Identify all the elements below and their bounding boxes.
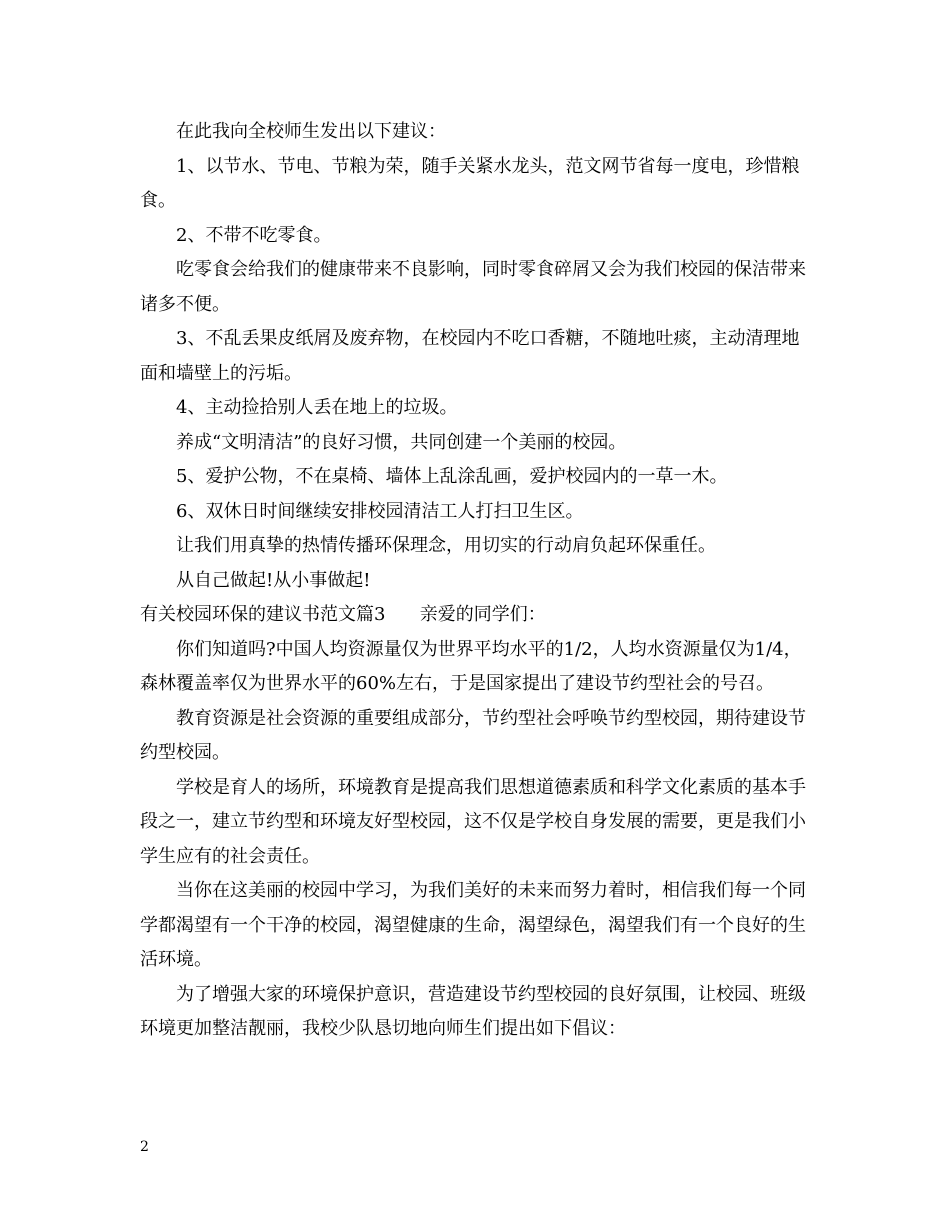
page-number: 2 [140,1139,149,1155]
paragraph-proposal: 为了增强大家的环境保护意识，营造建设节约型校园的良好氛围，让校园、班级环境更加整洁靓丽，我校少队恳切地向师生们提出如下倡议： [140,983,806,1039]
paragraph-clean-campus: 当你在这美丽的校园中学习，为我们美好的未来而努力着时，相信我们每一个同学都渴望有一个干净的校园，渴望健康的生命，渴望绿色，渴望我们有一个良好的生活环境。 [140,880,806,970]
paragraph-suggestion-4: 4、主动捡拾别人丢在地上的垃圾。 [176,397,458,418]
paragraph-resources: 你们知道吗?中国人均资源量仅为世界平均水平的1/2，人均水资源量仅为1/4，森林覆盖率仅为世界水平的60%左右，于是国家提出了建设节约型社会的号召。 [140,638,802,694]
paragraph-suggestion-1: 1、以节水、节电、节粮为荣，随手关紧水龙头，范文网节省每一度电，珍惜粮食。 [140,155,800,211]
paragraph-suggestion-3: 3、不乱丢果皮纸屑及废弃物，在校园内不吃口香糖，不随地吐痰，主动清理地面和墙壁上的污垢。 [140,328,800,384]
paragraph-suggestion-6: 6、双休日时间继续安排校园清洁工人打扫卫生区。 [176,500,584,522]
paragraph-education-resources: 教育资源是社会资源的重要组成部分，节约型社会呼唤节约型校园，期待建设节约型校园。 [140,707,806,763]
paragraph-call-to-action: 让我们用真挚的热情传播环保理念，用切实的行动肩负起环保重任。 [176,535,716,556]
section-heading: 有关校园环保的建议书范文篇3 亲爱的同学们： [140,604,546,625]
paragraph-snack-note: 吃零食会给我们的健康带来不良影响，同时零食碎屑又会为我们校园的保洁带来诸多不便。 [140,259,806,315]
paragraph-habit-note: 养成“文明清洁”的良好习惯，共同创建一个美丽的校园。 [176,431,627,453]
document-body [140,115,810,1047]
paragraph-intro: 在此我向全校师生发出以下建议： [176,121,446,142]
paragraph-suggestion-5: 5、爱护公物，不在桌椅、墙体上乱涂乱画，爱护校园内的一草一木。 [176,466,728,487]
paragraph-slogan: 从自己做起!从小事做起! [176,569,371,591]
paragraph-school-role: 学校是育人的场所，环境教育是提高我们思想道德素质和科学文化素质的基本手段之一，建立节约型和环境友好型校园，这不仅是学校自身发展的需要，更是我们小学生应有的社会责任。 [140,776,806,867]
paragraph-suggestion-2: 2、不带不吃零食。 [176,224,332,246]
